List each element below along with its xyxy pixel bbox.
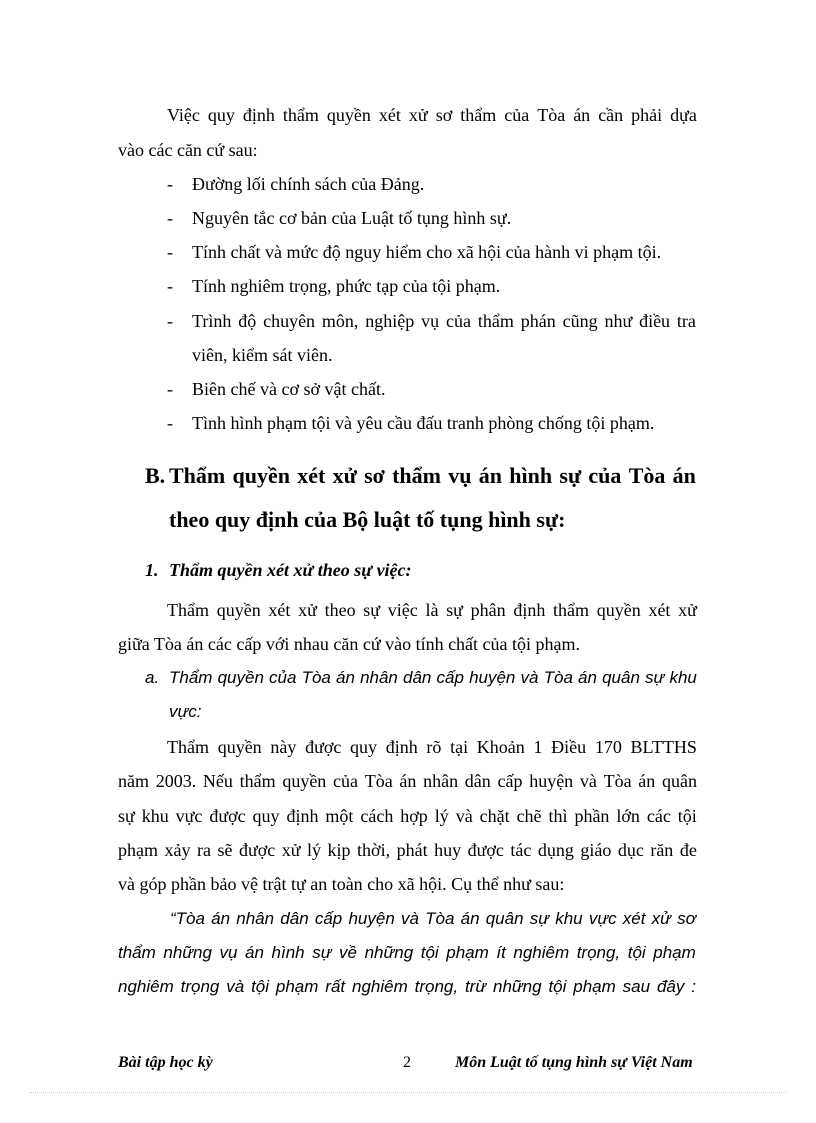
word: án — [245, 943, 264, 962]
word: trừ — [464, 977, 487, 996]
word: Tòa — [364, 771, 393, 791]
word: phạm — [118, 840, 158, 860]
word: thẩm — [282, 105, 319, 125]
para2-line-1 — [167, 735, 697, 759]
quote-line-3 — [118, 975, 696, 999]
word: và — [579, 771, 597, 791]
word: cũng — [562, 311, 598, 331]
word: phạm — [446, 943, 489, 962]
word: vực — [175, 806, 203, 826]
page-number: 2 — [403, 1054, 411, 1071]
word: hình — [509, 463, 553, 488]
word: lý — [307, 840, 322, 860]
intro-line-2: vào các căn cứ sau: — [118, 140, 258, 160]
word: khu — [555, 909, 583, 928]
word: ra — [197, 840, 211, 860]
word: đây — [656, 977, 685, 996]
word: hợp — [400, 806, 428, 826]
word: quyền — [217, 737, 262, 757]
word: Thẩm — [169, 463, 226, 488]
word: răn — [650, 840, 674, 860]
word: 170 — [594, 737, 622, 757]
word: nghiệp — [365, 311, 415, 331]
word: án — [638, 771, 656, 791]
word: vụ — [421, 311, 440, 331]
word: định — [385, 737, 418, 757]
word: tội — [548, 977, 567, 996]
word: huy — [434, 840, 462, 860]
word: xử — [298, 600, 317, 620]
word: tội — [251, 977, 270, 996]
list-item: Tính nghiêm trọng, phức tạp của tội phạm. — [192, 276, 501, 296]
word: Tòa — [425, 909, 455, 928]
word: Khoản — [476, 737, 525, 757]
word: và — [226, 977, 245, 996]
list-item — [192, 309, 696, 333]
word: môn, — [321, 311, 359, 331]
word: Thẩm — [167, 600, 209, 620]
bullet-dash: - — [167, 208, 173, 228]
word: được — [305, 737, 342, 757]
word: xử — [281, 840, 301, 860]
word: dân — [464, 771, 491, 791]
word: cấp — [497, 771, 523, 791]
word: chặt — [479, 806, 510, 826]
word: dụng — [537, 840, 574, 860]
word: phát — [396, 840, 428, 860]
bullet-dash: - — [167, 242, 173, 262]
word: 2003. — [155, 771, 197, 791]
word: án — [399, 771, 417, 791]
word: xét — [297, 463, 326, 488]
word: của — [269, 668, 297, 687]
footer-left-text: Bài tập học kỳ — [118, 1054, 213, 1071]
bullet-dash: - — [167, 174, 173, 194]
list-item: Biên chế và cơ sở vật chất. — [192, 379, 386, 399]
word: tội — [627, 943, 646, 962]
word: đe — [679, 840, 697, 860]
word: được — [209, 806, 246, 826]
word: BLTTHS — [630, 737, 697, 757]
word: giáo — [580, 840, 612, 860]
word: nhân — [360, 668, 398, 687]
word: Việc — [167, 105, 200, 125]
word: quyền — [282, 771, 327, 791]
word: vụ — [448, 463, 472, 488]
word: dân — [280, 909, 309, 928]
word: sự — [529, 909, 550, 928]
subsection-a-title-line-1 — [169, 666, 697, 690]
word: phân — [470, 600, 506, 620]
word: vụ — [219, 943, 238, 962]
word: được — [238, 840, 276, 860]
word: sơ — [435, 105, 453, 125]
word: xét — [622, 909, 646, 928]
word: nhân — [236, 909, 275, 928]
word: phạm — [573, 977, 616, 996]
word: nghiêm — [351, 977, 408, 996]
word: trọng — [180, 977, 220, 996]
word: thời, — [357, 840, 391, 860]
word: là — [425, 600, 439, 620]
word: cần — [598, 105, 624, 125]
word: huyện — [469, 668, 516, 687]
word: dựa — [670, 105, 697, 125]
para2-line-5: và góp phần bảo vệ trật tự an toàn cho xã hội. Cụ thể như sau: — [118, 874, 565, 894]
word: những — [492, 977, 542, 996]
word: sự — [559, 463, 582, 488]
word: Nếu — [202, 771, 233, 791]
word: khu — [669, 668, 697, 687]
word: dục — [617, 840, 644, 860]
word: sẽ — [217, 840, 233, 860]
word: vực — [588, 909, 617, 928]
section-b-heading-line-1 — [169, 461, 696, 491]
word: kịp — [327, 840, 351, 860]
word: được — [467, 840, 504, 860]
word: như — [604, 311, 633, 331]
bullet-dash: - — [167, 311, 173, 331]
list-item: Nguyên tắc cơ bản của Luật tố tụng hình sự. — [192, 208, 512, 228]
word: Thẩm — [169, 668, 213, 687]
word: lớn — [616, 806, 640, 826]
word: “Tòa — [170, 909, 205, 928]
word: sự — [312, 943, 332, 962]
word: tội — [677, 806, 697, 826]
word: chuyên — [263, 311, 316, 331]
word: thẩm — [392, 463, 441, 488]
word: khu — [141, 806, 169, 826]
word: xét — [648, 600, 671, 620]
word: rất — [325, 977, 346, 996]
word: rõ — [426, 737, 442, 757]
word: quân — [602, 668, 640, 687]
word: của — [333, 771, 358, 791]
word: lý — [434, 806, 449, 826]
word: án — [460, 909, 480, 928]
word: thẩm — [553, 600, 590, 620]
word: tội — [420, 943, 439, 962]
word: Tòa — [543, 668, 573, 687]
word: án — [336, 668, 355, 687]
word: và — [520, 668, 539, 687]
word: quyền — [217, 668, 264, 687]
word: sơ — [364, 463, 385, 488]
word: quyền — [232, 463, 290, 488]
subsection-a-marker: a. — [145, 668, 160, 687]
word: quy — [207, 105, 235, 125]
word: cấp — [436, 668, 464, 687]
word: phạm — [653, 943, 696, 962]
list-item: Đường lối chính sách của Đảng. — [192, 174, 425, 194]
word: tại — [450, 737, 469, 757]
word: quyền — [596, 600, 641, 620]
word: định — [513, 600, 546, 620]
bullet-dash: - — [167, 413, 173, 433]
word: thẩm — [460, 105, 497, 125]
word: và — [455, 806, 473, 826]
word: Tòa — [301, 668, 331, 687]
word: thì — [548, 806, 568, 826]
word: Thẩm — [167, 737, 209, 757]
word: cấp — [314, 909, 343, 928]
word: sự — [363, 600, 381, 620]
word: những — [163, 943, 212, 962]
word: án — [672, 463, 696, 488]
word: Điều — [551, 737, 587, 757]
word: phải — [631, 105, 663, 125]
word: tác — [510, 840, 532, 860]
word: phạm — [275, 977, 319, 996]
word: xét — [268, 600, 291, 620]
subsection-1-title: Thẩm quyền xét xử theo sự việc: — [169, 560, 412, 580]
word: quyền — [326, 105, 371, 125]
word: Tòa — [603, 771, 632, 791]
word: Tòa — [628, 463, 666, 488]
list-item: Tình hình phạm tội và yêu cầu đấu tranh phòng chống tội phạm. — [192, 413, 655, 433]
word: trọng, — [576, 943, 621, 962]
word: án — [211, 909, 231, 928]
word: quy — [350, 737, 378, 757]
word: án — [578, 668, 597, 687]
word: thẩm — [477, 311, 514, 331]
word: án — [478, 463, 503, 488]
word: án — [573, 105, 591, 125]
word: về — [339, 943, 357, 962]
word: nhân — [423, 771, 459, 791]
word: sự — [118, 806, 135, 826]
intro-line-1 — [167, 103, 697, 127]
para1-line-2: giữa Tòa án các cấp với nhau căn cứ vào tính chất của tội phạm. — [118, 634, 581, 654]
subsection-1-marker: 1. — [145, 560, 159, 580]
word: trọng, — [414, 977, 459, 996]
word: định — [242, 105, 275, 125]
word: độ — [238, 311, 257, 331]
quote-line-1 — [170, 907, 696, 931]
list-item: Tính chất và mức độ nguy hiểm cho xã hội của hành vi phạm tội. — [192, 242, 662, 262]
quote-line-2 — [118, 941, 696, 965]
word: sau — [622, 977, 651, 996]
word: huyện — [348, 909, 395, 928]
word: Trình — [192, 311, 232, 331]
word: theo — [324, 600, 356, 620]
footer-right-text: Môn Luật tố tụng hình sự Việt Nam — [455, 1054, 693, 1071]
page-bottom-divider — [30, 1092, 786, 1093]
word: xét — [378, 105, 401, 125]
word: việc — [387, 600, 418, 620]
word: phán — [520, 311, 556, 331]
word: : — [691, 977, 696, 996]
word: quyền — [216, 600, 261, 620]
section-b-heading-line-2: theo quy định của Bộ luật tố tụng hình sự: — [169, 507, 566, 532]
bullet-dash: - — [167, 276, 173, 296]
word: này — [270, 737, 297, 757]
word: thẩm — [239, 771, 276, 791]
word: xử — [651, 909, 671, 928]
word: những — [364, 943, 414, 962]
word: xử — [678, 600, 697, 620]
word: quân — [661, 771, 697, 791]
word: Tòa — [537, 105, 566, 125]
para1-line-1 — [167, 598, 697, 622]
word: quân — [485, 909, 524, 928]
word: nghiêm — [513, 943, 570, 962]
word: thẩm — [118, 943, 156, 962]
word: xử — [408, 105, 428, 125]
word: sự — [645, 668, 665, 687]
word: dân — [403, 668, 432, 687]
word: của — [588, 463, 622, 488]
word: hình — [271, 943, 305, 962]
para2-line-2 — [118, 769, 697, 793]
word: của — [446, 311, 471, 331]
para2-line-4 — [118, 838, 697, 862]
word: cách — [360, 806, 394, 826]
word: của — [504, 105, 530, 125]
word: phần — [574, 806, 610, 826]
word: xảy — [164, 840, 191, 860]
word: xử — [332, 463, 357, 488]
word: sự — [446, 600, 463, 620]
word: các — [646, 806, 671, 826]
word: sơ — [677, 909, 696, 928]
word: năm — [118, 771, 149, 791]
word: điều — [639, 311, 671, 331]
word: nghiêm — [118, 977, 174, 996]
section-b-marker: B. — [145, 463, 166, 488]
subsection-a-title-line-2: vực: — [169, 702, 202, 721]
word: 1 — [533, 737, 543, 757]
list-item-continuation: viên, kiểm sát viên. — [192, 345, 333, 365]
bullet-dash: - — [167, 379, 173, 399]
word: quy — [252, 806, 280, 826]
word: tra — [676, 311, 696, 331]
word: một — [325, 806, 354, 826]
para2-line-3 — [118, 804, 697, 828]
word: ít — [496, 943, 506, 962]
word: định — [286, 806, 319, 826]
word: và — [400, 909, 419, 928]
word: huyện — [529, 771, 574, 791]
word: chẽ — [516, 806, 542, 826]
